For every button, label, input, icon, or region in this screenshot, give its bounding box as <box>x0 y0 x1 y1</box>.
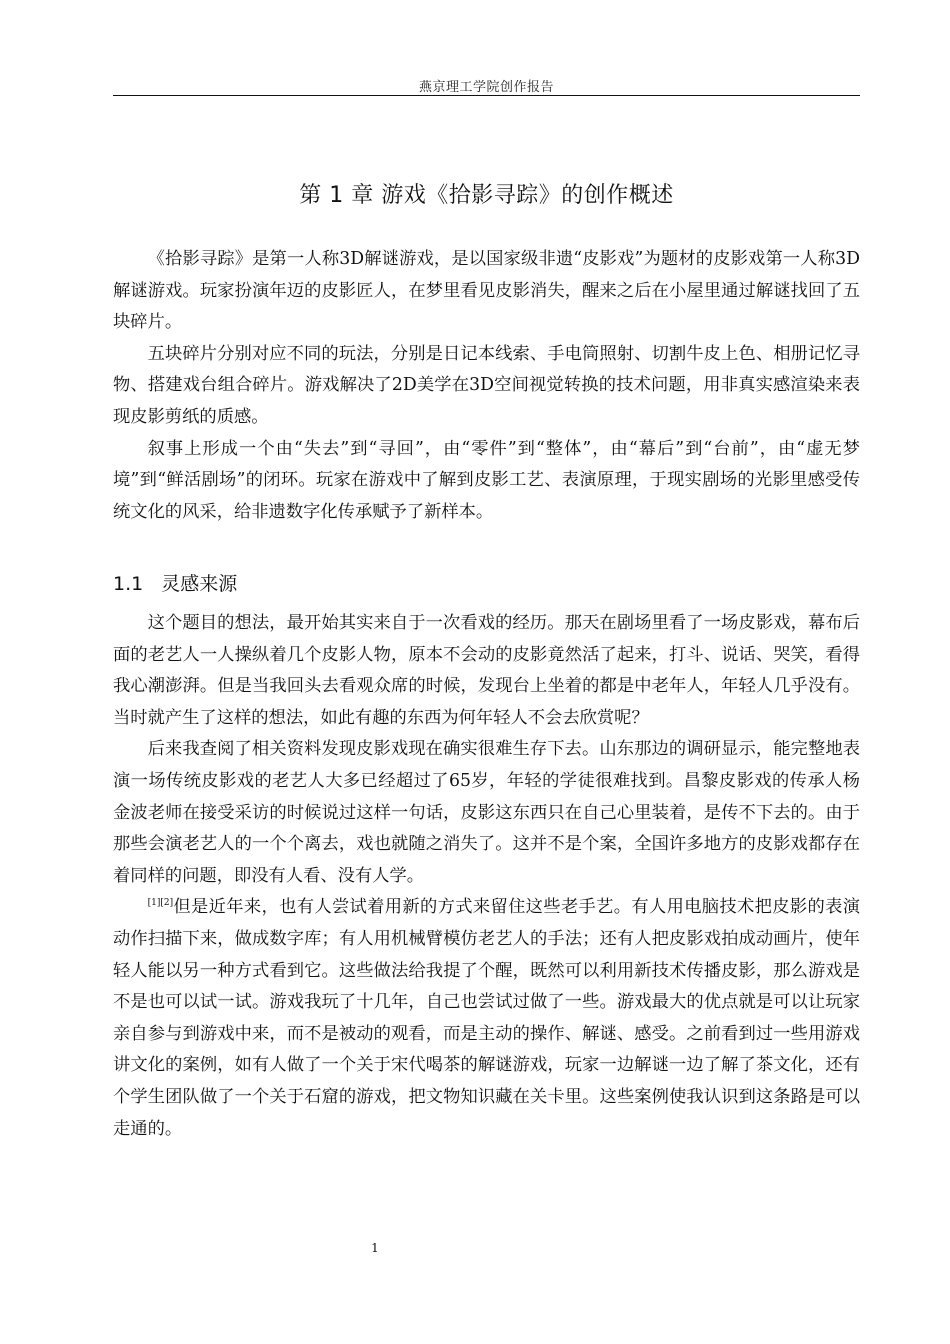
page-number: 1 <box>371 1241 379 1255</box>
paragraph <box>113 892 860 1145</box>
citation-marker: [1][2] <box>147 898 174 909</box>
running-header: 燕京理工学院创作报告 <box>418 80 554 95</box>
paragraph-text: 但是近年来，也有人尝试着用新的方式来留住这些老手艺。有人用电脑技术把皮影的表演动作扫描下来，做成数字库；有人用机械臂模仿老艺人的手法；还有人把皮影戏拍成动画片，使年轻人能以另一种方式看到它。这些做法给我提了个醒，既然可以利用新技术传播皮影，那么游戏是不是也可以试一试。游戏我玩了十几年，自己也尝试过做了一些。游戏最大的优点就是可以让玩家亲自参与到游戏中来，而不是被动的观看，而是主动的操作、解谜、感受。之前看到过一些用游戏讲文化的案例，如有人做了一个关于宋代喝茶的解谜游戏，玩家一边解谜一边了解了茶文化，还有个学生团队做了一个关于石窟的游戏，把文物知识藏在关卡里。这些案例使我认识到这条路是可以走通的。 <box>113 897 860 1139</box>
section-heading <box>113 569 237 596</box>
section-body <box>113 608 860 1145</box>
paragraph: 后来我查阅了相关资料发现皮影戏现在确实很难生存下去。山东那边的调研显示，能完整地表演一场传统皮影戏的老艺人大多已经超过了65岁，年轻的学徒很难找到。昌黎皮影戏的传承人杨金波老师在接受采访的时候说过这样一句话，皮影这东西只在自己心里装着，是传不下去的。由于那些会演老艺人的一个个离去，戏也就随之消失了。这并不是个案，全国许多地方的皮影戏都存在着同样的问题，即没有人看、没有人学。 <box>113 739 860 886</box>
chapter-intro <box>113 244 860 528</box>
paragraph: 这个题目的想法，最开始其实来自于一次看戏的经历。那天在剧场里看了一场皮影戏，幕布后面的老艺人一人操纵着几个皮影人物，原本不会动的皮影竟然活了起来，打斗、说话、哭笑，看得我心潮澎湃。但是当我回头去看观众席的时候，发现台上坐着的都是中老年人，年轻人几乎没有。当时就产生了这样的想法，如此有趣的东西为何年轻人不会去欣赏呢？ <box>113 613 860 728</box>
header-rule <box>113 95 860 96</box>
paragraph: 《拾影寻踪》是第一人称3D解谜游戏，是以国家级非遗“皮影戏”为题材的皮影戏第一人称3D解谜游戏。玩家扮演年迈的皮影匠人，在梦里看见皮影消失，醒来之后在小屋里通过解谜找回了五块碎片。 <box>113 249 860 333</box>
chapter-title: 第 1 章 游戏《拾影寻踪》的创作概述 <box>299 183 674 208</box>
paragraph: 叙事上形成一个由“失去”到“寻回”，由“零件”到“整体”，由“幕后”到“台前”，由“虚无梦境”到“鲜活剧场”的闭环。玩家在游戏中了解到皮影工艺、表演原理，于现实剧场的光影里感受传统文化的风采，给非遗数字化传承赋予了新样本。 <box>113 438 860 522</box>
section-number: 1.1 <box>113 573 144 595</box>
paragraph: 五块碎片分别对应不同的玩法，分别是日记本线索、手电筒照射、切割牛皮上色、相册记忆寻物、搭建戏台组合碎片。游戏解决了2D美学在3D空间视觉转换的技术问题，用非真实感渲染来表现皮影剪纸的质感。 <box>113 343 860 427</box>
section-title: 灵感来源 <box>161 573 238 595</box>
